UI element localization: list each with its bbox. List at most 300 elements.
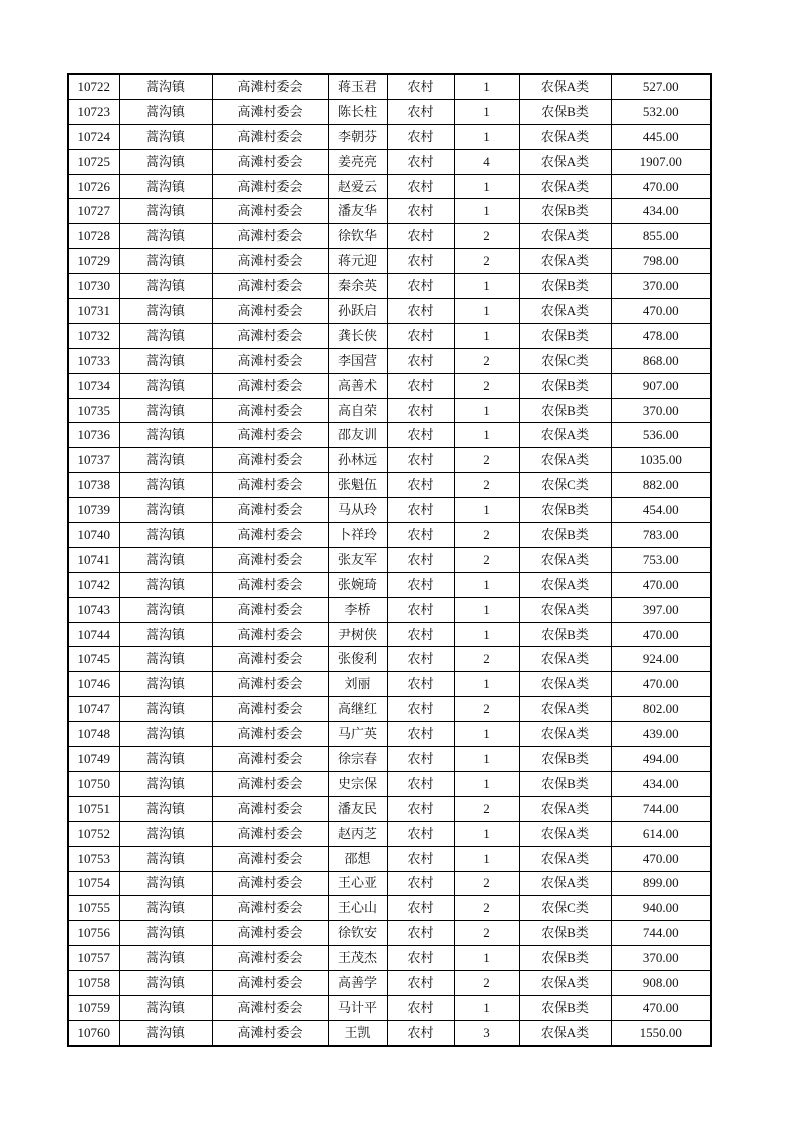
- cell-town: 蒿沟镇: [119, 821, 212, 846]
- cell-id: 10749: [68, 747, 119, 772]
- table-row: [68, 771, 711, 796]
- cell-amount: 802.00: [611, 697, 711, 722]
- cell-persons: 1: [454, 299, 519, 324]
- table-row: [68, 747, 711, 772]
- cell-type: 农村: [387, 373, 454, 398]
- cell-name: 孙林远: [328, 448, 387, 473]
- table-row: [68, 946, 711, 971]
- cell-type: 农村: [387, 771, 454, 796]
- cell-town: 蒿沟镇: [119, 323, 212, 348]
- cell-name: 陈长柱: [328, 99, 387, 124]
- cell-village: 高滩村委会: [212, 124, 328, 149]
- cell-town: 蒿沟镇: [119, 348, 212, 373]
- cell-town: 蒿沟镇: [119, 597, 212, 622]
- cell-persons: 1: [454, 672, 519, 697]
- cell-town: 蒿沟镇: [119, 622, 212, 647]
- table-row: [68, 149, 711, 174]
- cell-id: 10744: [68, 622, 119, 647]
- cell-category: 农保A类: [519, 448, 611, 473]
- cell-name: 蒋玉君: [328, 74, 387, 99]
- cell-amount: 527.00: [611, 74, 711, 99]
- cell-category: 农保A类: [519, 597, 611, 622]
- cell-name: 赵丙芝: [328, 821, 387, 846]
- cell-name: 马广英: [328, 722, 387, 747]
- table-row: [68, 995, 711, 1020]
- cell-type: 农村: [387, 74, 454, 99]
- cell-village: 高滩村委会: [212, 846, 328, 871]
- cell-town: 蒿沟镇: [119, 249, 212, 274]
- cell-persons: 1: [454, 821, 519, 846]
- cell-type: 农村: [387, 174, 454, 199]
- cell-name: 潘友民: [328, 796, 387, 821]
- cell-town: 蒿沟镇: [119, 199, 212, 224]
- cell-name: 王茂杰: [328, 946, 387, 971]
- cell-persons: 2: [454, 796, 519, 821]
- cell-village: 高滩村委会: [212, 821, 328, 846]
- table-row: [68, 672, 711, 697]
- table-row: [68, 647, 711, 672]
- cell-persons: 1: [454, 572, 519, 597]
- table-row: [68, 622, 711, 647]
- cell-persons: 1: [454, 99, 519, 124]
- cell-name: 马计平: [328, 995, 387, 1020]
- cell-amount: 614.00: [611, 821, 711, 846]
- cell-persons: 1: [454, 174, 519, 199]
- cell-name: 潘友华: [328, 199, 387, 224]
- table-row: [68, 846, 711, 871]
- cell-persons: 1: [454, 622, 519, 647]
- cell-town: 蒿沟镇: [119, 547, 212, 572]
- cell-persons: 1: [454, 995, 519, 1020]
- cell-type: 农村: [387, 199, 454, 224]
- cell-amount: 370.00: [611, 398, 711, 423]
- cell-village: 高滩村委会: [212, 597, 328, 622]
- cell-type: 农村: [387, 672, 454, 697]
- cell-amount: 744.00: [611, 796, 711, 821]
- cell-type: 农村: [387, 871, 454, 896]
- cell-town: 蒿沟镇: [119, 174, 212, 199]
- cell-id: 10745: [68, 647, 119, 672]
- cell-name: 张婉琦: [328, 572, 387, 597]
- table-row: [68, 199, 711, 224]
- cell-amount: 397.00: [611, 597, 711, 622]
- cell-amount: 753.00: [611, 547, 711, 572]
- cell-type: 农村: [387, 747, 454, 772]
- cell-village: 高滩村委会: [212, 199, 328, 224]
- cell-type: 农村: [387, 473, 454, 498]
- cell-persons: 2: [454, 448, 519, 473]
- cell-amount: 478.00: [611, 323, 711, 348]
- cell-type: 农村: [387, 274, 454, 299]
- cell-town: 蒿沟镇: [119, 373, 212, 398]
- cell-town: 蒿沟镇: [119, 1020, 212, 1045]
- cell-town: 蒿沟镇: [119, 871, 212, 896]
- cell-village: 高滩村委会: [212, 547, 328, 572]
- cell-type: 农村: [387, 921, 454, 946]
- cell-name: 徐钦华: [328, 224, 387, 249]
- cell-category: 农保A类: [519, 846, 611, 871]
- cell-name: 李桥: [328, 597, 387, 622]
- cell-village: 高滩村委会: [212, 1020, 328, 1045]
- cell-amount: 536.00: [611, 423, 711, 448]
- cell-category: 农保A类: [519, 547, 611, 572]
- cell-persons: 2: [454, 896, 519, 921]
- cell-id: 10743: [68, 597, 119, 622]
- cell-type: 农村: [387, 597, 454, 622]
- table-row: [68, 174, 711, 199]
- cell-name: 蒋元迎: [328, 249, 387, 274]
- cell-town: 蒿沟镇: [119, 74, 212, 99]
- cell-category: 农保B类: [519, 622, 611, 647]
- cell-village: 高滩村委会: [212, 224, 328, 249]
- cell-persons: 2: [454, 249, 519, 274]
- table-row: [68, 299, 711, 324]
- cell-category: 农保A类: [519, 971, 611, 996]
- subsidy-table: [67, 73, 712, 1047]
- cell-category: 农保B类: [519, 199, 611, 224]
- cell-village: 高滩村委会: [212, 373, 328, 398]
- cell-amount: 434.00: [611, 771, 711, 796]
- cell-town: 蒿沟镇: [119, 274, 212, 299]
- cell-name: 孙跃启: [328, 299, 387, 324]
- cell-name: 高善术: [328, 373, 387, 398]
- cell-name: 王凯: [328, 1020, 387, 1045]
- cell-persons: 2: [454, 971, 519, 996]
- cell-persons: 1: [454, 722, 519, 747]
- cell-id: 10740: [68, 523, 119, 548]
- table-row: [68, 274, 711, 299]
- cell-name: 王心山: [328, 896, 387, 921]
- cell-type: 农村: [387, 796, 454, 821]
- cell-category: 农保A类: [519, 722, 611, 747]
- table-row: [68, 473, 711, 498]
- cell-amount: 470.00: [611, 995, 711, 1020]
- cell-persons: 2: [454, 348, 519, 373]
- cell-persons: 1: [454, 199, 519, 224]
- cell-village: 高滩村委会: [212, 896, 328, 921]
- cell-amount: 470.00: [611, 672, 711, 697]
- cell-type: 农村: [387, 572, 454, 597]
- cell-type: 农村: [387, 946, 454, 971]
- cell-amount: 924.00: [611, 647, 711, 672]
- cell-persons: 1: [454, 946, 519, 971]
- cell-id: 10756: [68, 921, 119, 946]
- cell-id: 10742: [68, 572, 119, 597]
- cell-amount: 532.00: [611, 99, 711, 124]
- cell-id: 10759: [68, 995, 119, 1020]
- cell-id: 10731: [68, 299, 119, 324]
- cell-amount: 370.00: [611, 946, 711, 971]
- cell-village: 高滩村委会: [212, 498, 328, 523]
- cell-category: 农保B类: [519, 274, 611, 299]
- cell-village: 高滩村委会: [212, 249, 328, 274]
- cell-persons: 3: [454, 1020, 519, 1045]
- cell-village: 高滩村委会: [212, 946, 328, 971]
- cell-village: 高滩村委会: [212, 796, 328, 821]
- cell-name: 卜祥玲: [328, 523, 387, 548]
- cell-id: 10733: [68, 348, 119, 373]
- cell-type: 农村: [387, 821, 454, 846]
- cell-type: 农村: [387, 423, 454, 448]
- cell-type: 农村: [387, 622, 454, 647]
- cell-village: 高滩村委会: [212, 299, 328, 324]
- cell-amount: 370.00: [611, 274, 711, 299]
- cell-id: 10730: [68, 274, 119, 299]
- cell-village: 高滩村委会: [212, 473, 328, 498]
- cell-name: 尹树侠: [328, 622, 387, 647]
- cell-id: 10751: [68, 796, 119, 821]
- cell-village: 高滩村委会: [212, 149, 328, 174]
- cell-id: 10750: [68, 771, 119, 796]
- cell-amount: 940.00: [611, 896, 711, 921]
- cell-amount: 783.00: [611, 523, 711, 548]
- cell-name: 徐宗春: [328, 747, 387, 772]
- cell-name: 张魁伍: [328, 473, 387, 498]
- cell-type: 农村: [387, 523, 454, 548]
- cell-type: 农村: [387, 299, 454, 324]
- cell-type: 农村: [387, 498, 454, 523]
- cell-type: 农村: [387, 99, 454, 124]
- cell-village: 高滩村委会: [212, 622, 328, 647]
- cell-id: 10734: [68, 373, 119, 398]
- cell-village: 高滩村委会: [212, 523, 328, 548]
- cell-category: 农保A类: [519, 299, 611, 324]
- cell-category: 农保A类: [519, 74, 611, 99]
- cell-town: 蒿沟镇: [119, 747, 212, 772]
- cell-town: 蒿沟镇: [119, 921, 212, 946]
- cell-name: 王心亚: [328, 871, 387, 896]
- cell-town: 蒿沟镇: [119, 722, 212, 747]
- cell-town: 蒿沟镇: [119, 896, 212, 921]
- table-row: [68, 348, 711, 373]
- cell-amount: 494.00: [611, 747, 711, 772]
- cell-type: 农村: [387, 697, 454, 722]
- cell-town: 蒿沟镇: [119, 398, 212, 423]
- cell-id: 10760: [68, 1020, 119, 1045]
- cell-id: 10722: [68, 74, 119, 99]
- cell-name: 高自荣: [328, 398, 387, 423]
- cell-town: 蒿沟镇: [119, 299, 212, 324]
- cell-category: 农保B类: [519, 523, 611, 548]
- cell-category: 农保A类: [519, 672, 611, 697]
- table-row: [68, 796, 711, 821]
- cell-id: 10725: [68, 149, 119, 174]
- cell-amount: 470.00: [611, 174, 711, 199]
- table-row: [68, 124, 711, 149]
- cell-id: 10726: [68, 174, 119, 199]
- cell-category: 农保A类: [519, 871, 611, 896]
- cell-type: 农村: [387, 722, 454, 747]
- cell-name: 龚长侠: [328, 323, 387, 348]
- cell-id: 10736: [68, 423, 119, 448]
- cell-category: 农保A类: [519, 124, 611, 149]
- cell-amount: 445.00: [611, 124, 711, 149]
- cell-amount: 798.00: [611, 249, 711, 274]
- cell-amount: 744.00: [611, 921, 711, 946]
- cell-id: 10754: [68, 871, 119, 896]
- table-row: [68, 547, 711, 572]
- cell-category: 农保B类: [519, 921, 611, 946]
- cell-name: 徐钦安: [328, 921, 387, 946]
- cell-town: 蒿沟镇: [119, 796, 212, 821]
- table-row: [68, 896, 711, 921]
- cell-type: 农村: [387, 224, 454, 249]
- cell-id: 10735: [68, 398, 119, 423]
- cell-town: 蒿沟镇: [119, 423, 212, 448]
- cell-village: 高滩村委会: [212, 995, 328, 1020]
- table-row: [68, 74, 711, 99]
- cell-persons: 1: [454, 498, 519, 523]
- cell-town: 蒿沟镇: [119, 124, 212, 149]
- cell-town: 蒿沟镇: [119, 995, 212, 1020]
- cell-village: 高滩村委会: [212, 398, 328, 423]
- table-row: [68, 323, 711, 348]
- cell-amount: 470.00: [611, 572, 711, 597]
- cell-village: 高滩村委会: [212, 174, 328, 199]
- cell-persons: 2: [454, 697, 519, 722]
- cell-category: 农保B类: [519, 398, 611, 423]
- cell-persons: 2: [454, 871, 519, 896]
- cell-persons: 1: [454, 747, 519, 772]
- table-row: [68, 697, 711, 722]
- cell-type: 农村: [387, 971, 454, 996]
- cell-town: 蒿沟镇: [119, 771, 212, 796]
- table-row: [68, 572, 711, 597]
- cell-town: 蒿沟镇: [119, 697, 212, 722]
- cell-amount: 899.00: [611, 871, 711, 896]
- cell-type: 农村: [387, 149, 454, 174]
- cell-amount: 907.00: [611, 373, 711, 398]
- cell-amount: 1035.00: [611, 448, 711, 473]
- cell-village: 高滩村委会: [212, 274, 328, 299]
- cell-name: 张友军: [328, 547, 387, 572]
- cell-amount: 882.00: [611, 473, 711, 498]
- cell-type: 农村: [387, 249, 454, 274]
- table-row: [68, 498, 711, 523]
- cell-town: 蒿沟镇: [119, 99, 212, 124]
- cell-name: 秦余英: [328, 274, 387, 299]
- cell-type: 农村: [387, 896, 454, 921]
- cell-town: 蒿沟镇: [119, 473, 212, 498]
- cell-name: 史宗保: [328, 771, 387, 796]
- cell-town: 蒿沟镇: [119, 672, 212, 697]
- cell-category: 农保A类: [519, 821, 611, 846]
- cell-id: 10738: [68, 473, 119, 498]
- cell-id: 10737: [68, 448, 119, 473]
- cell-town: 蒿沟镇: [119, 971, 212, 996]
- cell-category: 农保A类: [519, 796, 611, 821]
- cell-category: 农保B类: [519, 747, 611, 772]
- cell-id: 10727: [68, 199, 119, 224]
- cell-type: 农村: [387, 846, 454, 871]
- cell-category: 农保C类: [519, 473, 611, 498]
- cell-town: 蒿沟镇: [119, 448, 212, 473]
- cell-name: 刘丽: [328, 672, 387, 697]
- cell-type: 农村: [387, 647, 454, 672]
- cell-category: 农保C类: [519, 348, 611, 373]
- cell-village: 高滩村委会: [212, 771, 328, 796]
- cell-id: 10741: [68, 547, 119, 572]
- table-row: [68, 722, 711, 747]
- cell-town: 蒿沟镇: [119, 846, 212, 871]
- cell-village: 高滩村委会: [212, 572, 328, 597]
- cell-category: 农保B类: [519, 498, 611, 523]
- cell-category: 农保A类: [519, 1020, 611, 1045]
- cell-village: 高滩村委会: [212, 747, 328, 772]
- cell-id: 10757: [68, 946, 119, 971]
- cell-id: 10758: [68, 971, 119, 996]
- cell-category: 农保A类: [519, 697, 611, 722]
- cell-village: 高滩村委会: [212, 921, 328, 946]
- cell-town: 蒿沟镇: [119, 498, 212, 523]
- cell-type: 农村: [387, 1020, 454, 1045]
- cell-amount: 855.00: [611, 224, 711, 249]
- cell-category: 农保A类: [519, 174, 611, 199]
- cell-type: 农村: [387, 995, 454, 1020]
- cell-town: 蒿沟镇: [119, 523, 212, 548]
- cell-name: 邵友训: [328, 423, 387, 448]
- cell-persons: 1: [454, 74, 519, 99]
- cell-name: 姜亮亮: [328, 149, 387, 174]
- cell-type: 农村: [387, 547, 454, 572]
- cell-id: 10746: [68, 672, 119, 697]
- cell-persons: 2: [454, 473, 519, 498]
- cell-id: 10724: [68, 124, 119, 149]
- cell-persons: 1: [454, 597, 519, 622]
- cell-town: 蒿沟镇: [119, 946, 212, 971]
- cell-name: 邵想: [328, 846, 387, 871]
- cell-village: 高滩村委会: [212, 871, 328, 896]
- cell-category: 农保B类: [519, 373, 611, 398]
- cell-name: 李朝芬: [328, 124, 387, 149]
- cell-category: 农保B类: [519, 995, 611, 1020]
- table-row: [68, 398, 711, 423]
- cell-name: 张俊利: [328, 647, 387, 672]
- cell-persons: 2: [454, 647, 519, 672]
- cell-id: 10752: [68, 821, 119, 846]
- cell-village: 高滩村委会: [212, 423, 328, 448]
- table-row: [68, 373, 711, 398]
- cell-amount: 434.00: [611, 199, 711, 224]
- table-row: [68, 99, 711, 124]
- cell-id: 10729: [68, 249, 119, 274]
- cell-village: 高滩村委会: [212, 99, 328, 124]
- cell-persons: 1: [454, 398, 519, 423]
- cell-name: 赵爱云: [328, 174, 387, 199]
- cell-persons: 2: [454, 523, 519, 548]
- cell-type: 农村: [387, 323, 454, 348]
- cell-persons: 1: [454, 274, 519, 299]
- cell-category: 农保B类: [519, 99, 611, 124]
- cell-category: 农保B类: [519, 946, 611, 971]
- cell-amount: 439.00: [611, 722, 711, 747]
- cell-category: 农保A类: [519, 249, 611, 274]
- cell-persons: 2: [454, 224, 519, 249]
- table-row: [68, 224, 711, 249]
- cell-village: 高滩村委会: [212, 697, 328, 722]
- cell-category: 农保A类: [519, 572, 611, 597]
- cell-id: 10739: [68, 498, 119, 523]
- cell-type: 农村: [387, 124, 454, 149]
- cell-persons: 2: [454, 921, 519, 946]
- cell-amount: 454.00: [611, 498, 711, 523]
- table-row: [68, 249, 711, 274]
- table-row: [68, 523, 711, 548]
- cell-category: 农保B类: [519, 323, 611, 348]
- table-row: [68, 1020, 711, 1045]
- cell-amount: 470.00: [611, 299, 711, 324]
- cell-name: 马从玲: [328, 498, 387, 523]
